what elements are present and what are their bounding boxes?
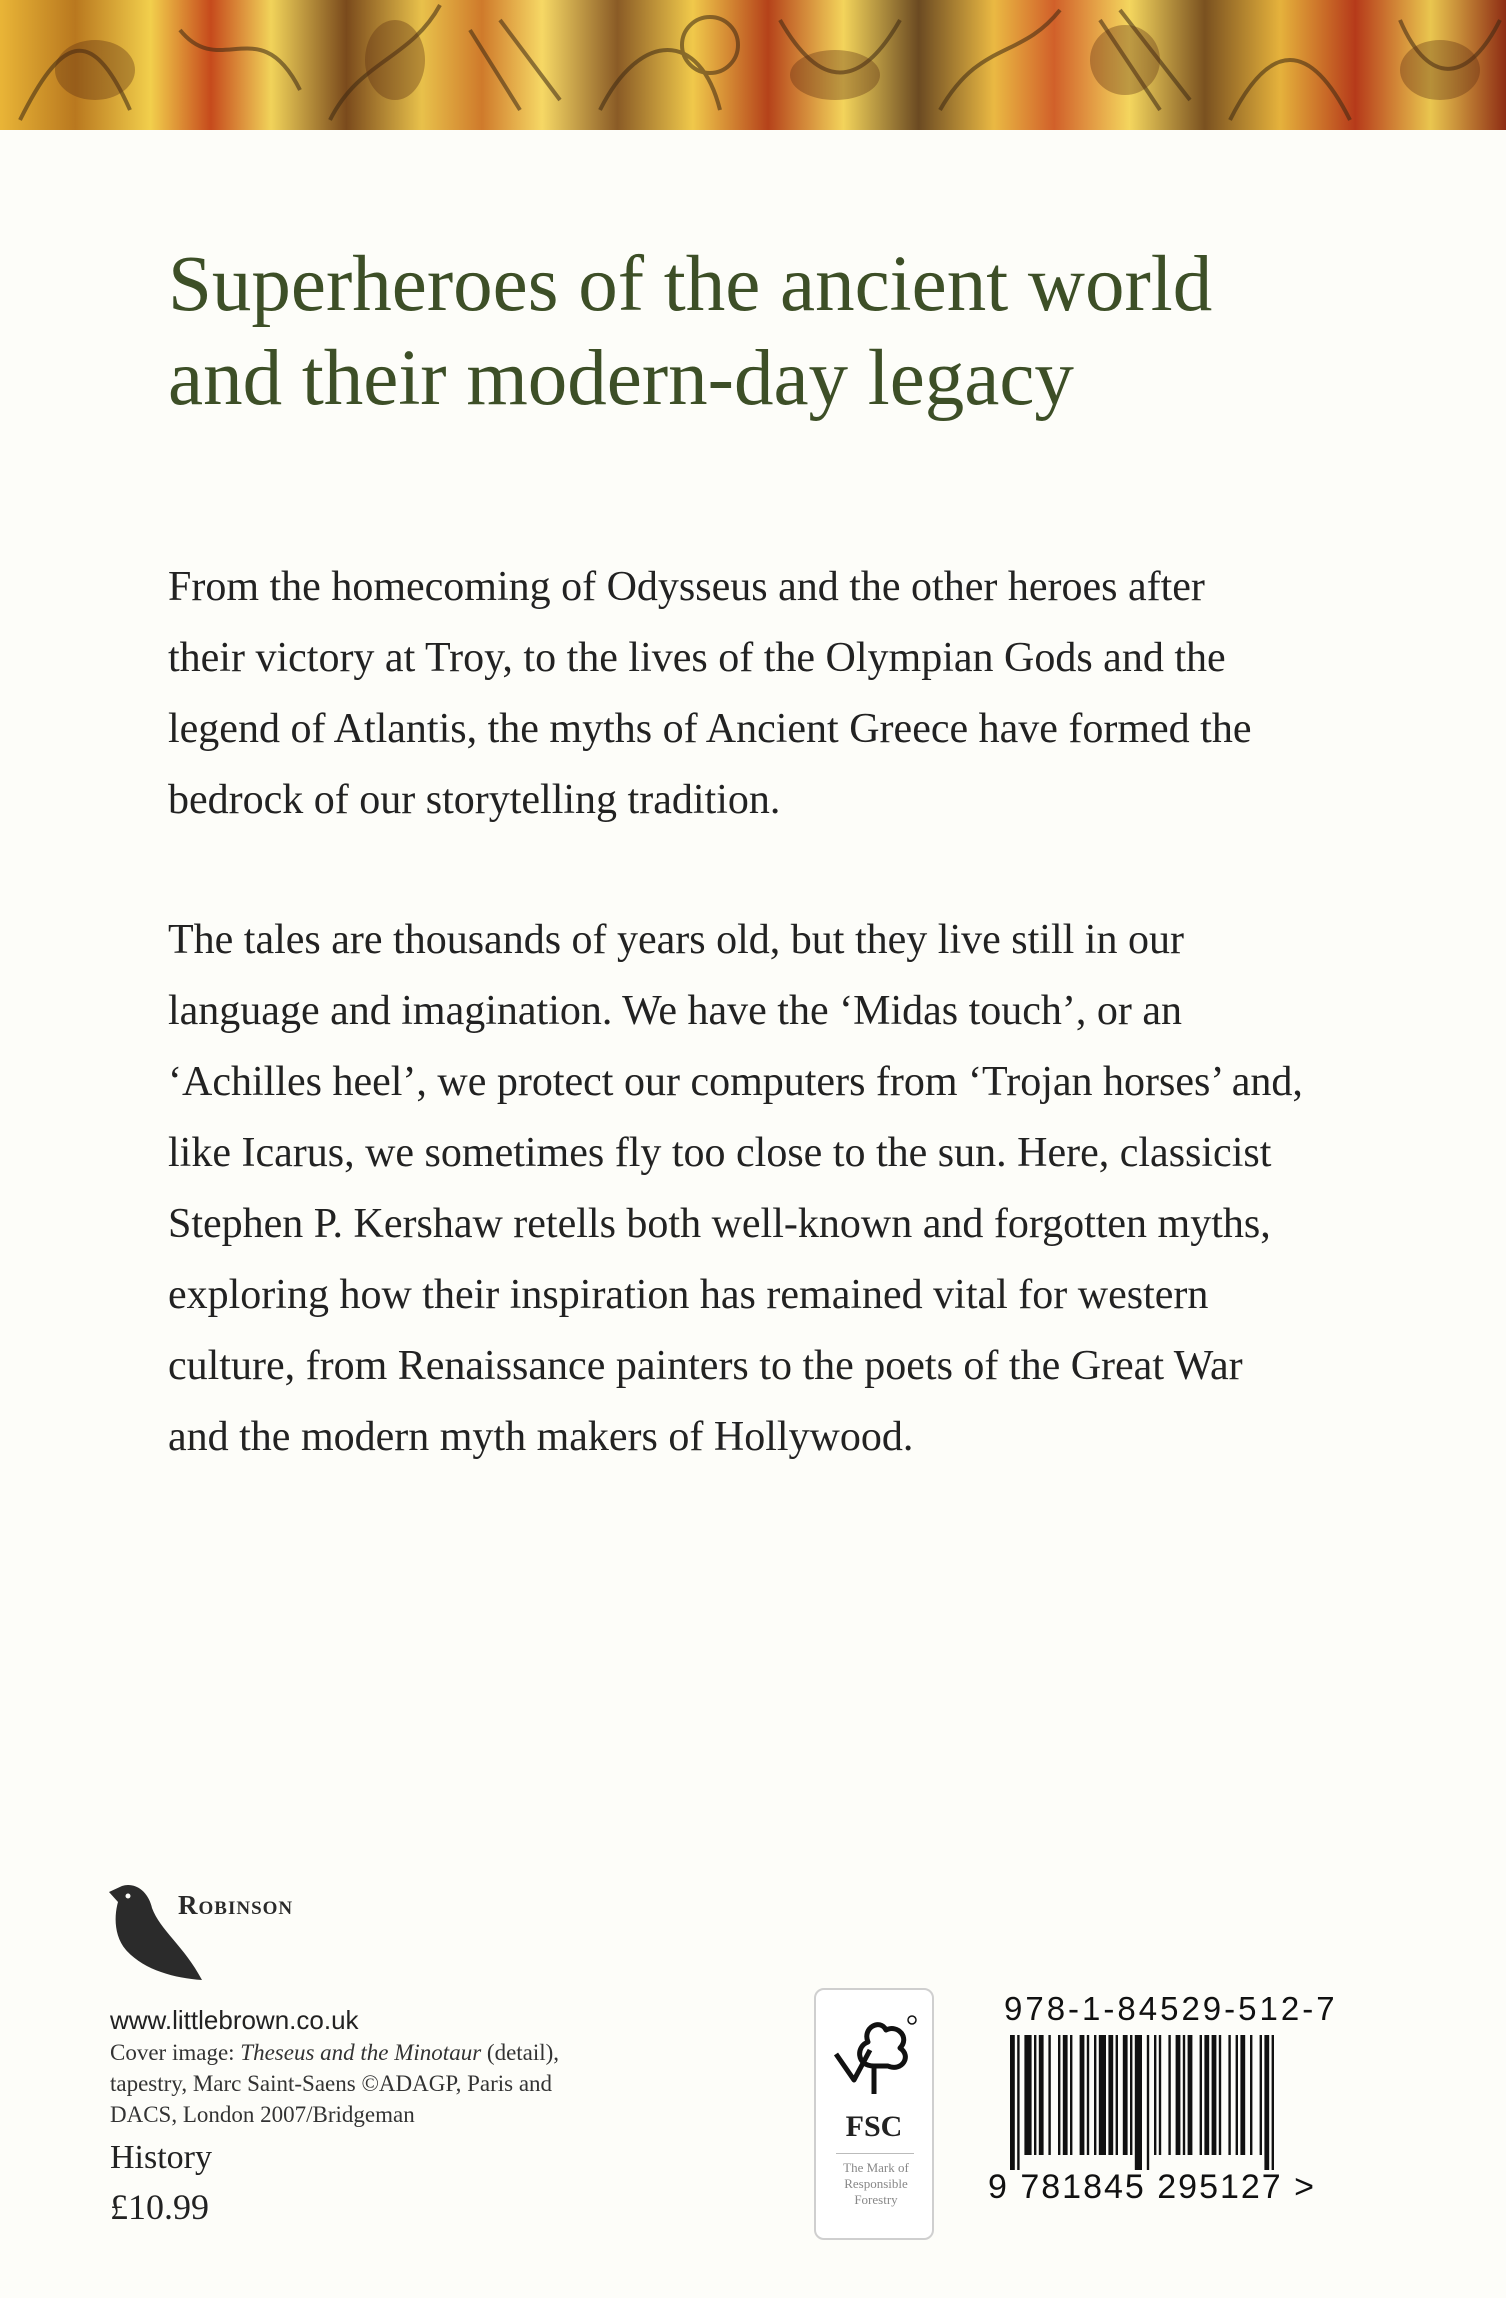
text-line: their victory at Troy, to the lives of the Olympian Gods and the bbox=[168, 635, 1226, 681]
barcode-bar bbox=[1063, 2035, 1068, 2155]
barcode-bar bbox=[1147, 2035, 1149, 2170]
fsc-divider bbox=[836, 2153, 914, 2154]
cover-credits bbox=[110, 2037, 670, 2130]
tapestry-pattern-icon bbox=[0, 0, 1506, 130]
barcode-bar bbox=[1087, 2035, 1089, 2155]
barcode-bar bbox=[1228, 2035, 1230, 2155]
barcode-bar bbox=[1130, 2035, 1132, 2155]
headline bbox=[168, 238, 1368, 426]
text-line: bedrock of our storytelling tradition. bbox=[168, 777, 781, 823]
blurb-paragraph-2 bbox=[168, 905, 1408, 1473]
text-line: The tales are thousands of years old, but they live still in our bbox=[168, 917, 1184, 963]
barcode-bar bbox=[1080, 2035, 1085, 2155]
tapestry-banner bbox=[0, 0, 1506, 130]
text-line: exploring how their inspiration has remained vital for western bbox=[168, 1272, 1209, 1318]
credits-line-1 bbox=[110, 2037, 670, 2068]
barcode-bar bbox=[1039, 2035, 1044, 2155]
text-line: and the modern myth makers of Hollywood. bbox=[168, 1414, 914, 1460]
barcode-bar bbox=[1058, 2035, 1060, 2155]
text-line: ‘Achilles heel’, we protect our computers from ‘Trojan horses’ and, bbox=[168, 1059, 1303, 1105]
barcode-bar bbox=[1154, 2035, 1156, 2155]
barcode-bar bbox=[1260, 2035, 1262, 2155]
barcode-bar bbox=[1188, 2035, 1193, 2155]
barcode-bar bbox=[1204, 2035, 1209, 2155]
barcode-bar bbox=[1123, 2035, 1128, 2155]
credits-prefix: Cover image: bbox=[110, 2040, 241, 2065]
barcode-bar bbox=[1048, 2035, 1050, 2155]
artwork-title: Theseus and the Minotaur bbox=[240, 2040, 482, 2065]
headline-line-2: and their modern-day legacy bbox=[168, 335, 1074, 422]
text-line: culture, from Renaissance painters to the poets of the Great War bbox=[168, 1343, 1243, 1389]
isbn-number: 978-1-84529-512-7 bbox=[1004, 1990, 1338, 2027]
headline-line-1: Superheroes of the ancient world bbox=[168, 241, 1213, 328]
barcode-bar bbox=[1159, 2035, 1161, 2155]
text-line: From the homecoming of Odysseus and the other heroes after bbox=[168, 564, 1205, 610]
barcode-bar bbox=[1272, 2035, 1274, 2170]
fsc-badge bbox=[814, 1988, 934, 2240]
barcode-bar bbox=[1108, 2035, 1113, 2155]
barcode-bar bbox=[1240, 2035, 1245, 2155]
barcode-bar bbox=[1024, 2035, 1031, 2155]
barcode-bar bbox=[1094, 2035, 1096, 2155]
barcode-digits: 9 781845 295127 > bbox=[988, 2168, 1317, 2206]
blurb-paragraph-1 bbox=[168, 552, 1408, 836]
barcode-icon bbox=[1010, 2035, 1380, 2170]
category-label: History bbox=[110, 2139, 212, 2176]
barcode-bar bbox=[1017, 2035, 1019, 2170]
price-label: £10.99 bbox=[110, 2187, 209, 2227]
credits-line-3: DACS, London 2007/Bridgeman bbox=[110, 2102, 415, 2127]
barcode-bar bbox=[1176, 2035, 1181, 2155]
barcode-bar bbox=[1070, 2035, 1072, 2155]
barcode-bar bbox=[1264, 2035, 1269, 2170]
barcode-bar bbox=[1250, 2035, 1252, 2155]
fsc-tagline: The Mark of Responsible Forestry bbox=[843, 2160, 909, 2207]
barcode-bar bbox=[1135, 2035, 1142, 2170]
barcode-bar bbox=[1116, 2035, 1118, 2155]
text-line: Stephen P. Kershaw retells both well-known and forgotten myths, bbox=[168, 1201, 1271, 1247]
barcode-bar bbox=[1010, 2035, 1015, 2170]
text-line: like Icarus, we sometimes fly too close to the sun. Here, classicist bbox=[168, 1130, 1272, 1176]
publisher-name: Robinson bbox=[178, 1890, 294, 1920]
barcode-bar bbox=[1099, 2035, 1106, 2155]
barcode-bar bbox=[1168, 2035, 1170, 2155]
fsc-label: FSC bbox=[845, 2110, 903, 2143]
barcode-bar bbox=[1200, 2035, 1202, 2155]
barcode-bar bbox=[1183, 2035, 1185, 2155]
credits-suffix: (detail), bbox=[481, 2040, 560, 2065]
barcode-bar bbox=[1236, 2035, 1238, 2155]
barcode-bar bbox=[1219, 2035, 1221, 2155]
credits-line-2: tapestry, Marc Saint-Saens ©ADAGP, Paris and bbox=[110, 2071, 553, 2096]
barcode-bar bbox=[1212, 2035, 1217, 2155]
publisher-website[interactable]: www.littlebrown.co.uk bbox=[110, 2005, 359, 2035]
tree-check-icon bbox=[828, 2010, 920, 2102]
barcode bbox=[1010, 2035, 1380, 2175]
barcode-bar bbox=[1034, 2035, 1036, 2155]
text-line: legend of Atlantis, the myths of Ancient Greece have formed the bbox=[168, 706, 1252, 752]
text-line: language and imagination. We have the ‘Midas touch’, or an bbox=[168, 988, 1183, 1034]
